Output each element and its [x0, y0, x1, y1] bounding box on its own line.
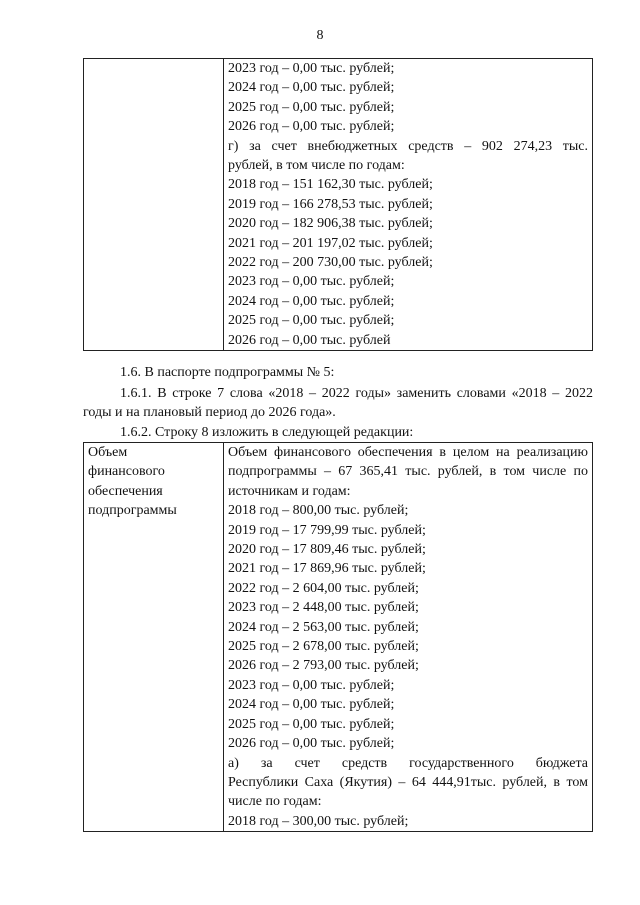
table-line: г) за счет внебюджетных средств – 902 274,23 тыс.: [228, 138, 588, 154]
table-line: 2022 год – 2 604,00 тыс. рублей;: [228, 580, 419, 596]
table-row: [84, 443, 593, 832]
table-cell-left: [84, 443, 224, 832]
table-line: 2019 год – 166 278,53 тыс. рублей;: [228, 196, 433, 212]
table-line: 2026 год – 0,00 тыс. рублей;: [228, 736, 395, 752]
table-line: 2024 год – 0,00 тыс. рублей;: [228, 80, 395, 96]
table-row: [84, 59, 593, 351]
table-line: рублей, в том числе по годам:: [228, 158, 405, 174]
paragraph-1-6-1: 1.6.1. В строке 7 слова «2018 – 2022 годы» заменить словами «2018 – 2022 годы и на плановый период до 2026 года».: [83, 386, 593, 420]
table-line: 2025 год – 0,00 тыс. рублей;: [228, 716, 395, 732]
paragraph-1-6: 1.6. В паспорте подпрограммы № 5:: [120, 365, 335, 380]
paragraph-1-6-2: 1.6.2. Строку 8 изложить в следующей редакции:: [120, 425, 414, 440]
table-cell-right: [224, 59, 593, 351]
table-line: 2019 год – 17 799,99 тыс. рублей;: [228, 522, 426, 538]
row-header-line: обеспечения: [88, 483, 163, 499]
row-header-line: Объем: [88, 445, 128, 460]
table-line: 2023 год – 0,00 тыс. рублей;: [228, 274, 395, 290]
table-line: подпрограммы – 67 365,41 тыс. рублей, в том числе по: [228, 464, 588, 480]
table-line: 2026 год – 2 793,00 тыс. рублей;: [228, 658, 419, 674]
funding-table-continued: [83, 58, 593, 351]
table-line: 2025 год – 0,00 тыс. рублей;: [228, 99, 395, 115]
table-cell-right: [224, 443, 593, 832]
table-line: 2021 год – 17 869,96 тыс. рублей;: [228, 561, 426, 577]
table-line: 2018 год – 151 162,30 тыс. рублей;: [228, 177, 433, 193]
table-line: 2024 год – 0,00 тыс. рублей;: [228, 293, 395, 309]
table-line: 2021 год – 201 197,02 тыс. рублей;: [228, 235, 433, 251]
table-line: 2024 год – 0,00 тыс. рублей;: [228, 697, 395, 713]
table-line: а) за счет средств государственного бюджета: [228, 755, 588, 771]
table-line: 2025 год – 0,00 тыс. рублей;: [228, 313, 395, 329]
table-line: источникам и годам:: [228, 483, 351, 499]
table-line: 2023 год – 2 448,00 тыс. рублей;: [228, 600, 419, 616]
table-line: 2026 год – 0,00 тыс. рублей: [228, 332, 391, 348]
row-header-line: финансового: [88, 464, 165, 480]
table-line: 2018 год – 300,00 тыс. рублей;: [228, 813, 409, 829]
table-cell-left: [84, 59, 224, 351]
page-number: 8: [316, 28, 324, 43]
table-line: 2018 год – 800,00 тыс. рублей;: [228, 503, 409, 519]
table-line: 2026 год – 0,00 тыс. рублей;: [228, 119, 395, 135]
table-line: 2024 год – 2 563,00 тыс. рублей;: [228, 619, 419, 635]
table-line: 2025 год – 2 678,00 тыс. рублей;: [228, 639, 419, 655]
row-header-line: подпрограммы: [88, 503, 177, 519]
table-line: Объем финансового обеспечения в целом на реализацию: [228, 445, 588, 460]
funding-table-new: [83, 442, 593, 832]
table-line: 2020 год – 182 906,38 тыс. рублей;: [228, 216, 433, 232]
table-line: 2023 год – 0,00 тыс. рублей;: [228, 61, 395, 76]
table-line: числе по годам:: [228, 794, 322, 810]
table-line: 2022 год – 200 730,00 тыс. рублей;: [228, 255, 433, 271]
table-line: 2020 год – 17 809,46 тыс. рублей;: [228, 542, 426, 558]
table-line: 2023 год – 0,00 тыс. рублей;: [228, 677, 395, 693]
table-line: Республики Саха (Якутия) – 64 444,91тыс. рублей, в том: [228, 774, 588, 790]
